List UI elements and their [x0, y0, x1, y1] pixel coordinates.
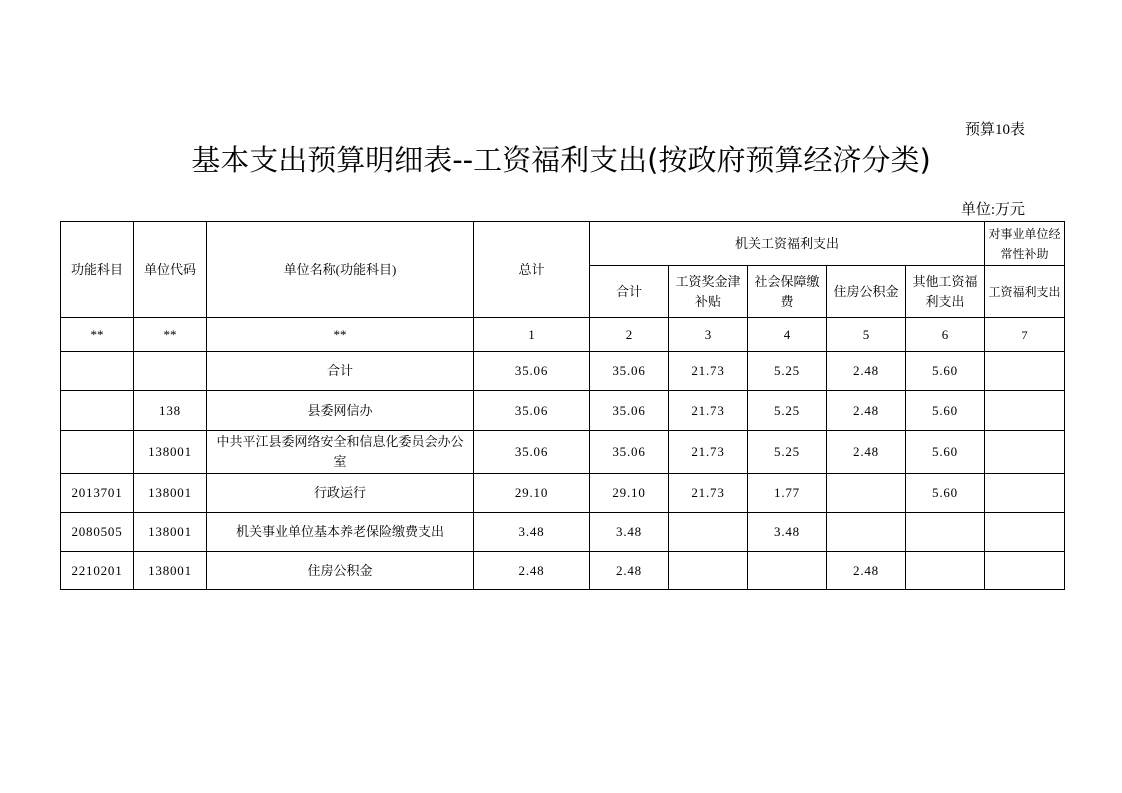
index-cell: ** [207, 318, 474, 352]
cell-other-welfare: 5.60 [906, 391, 985, 431]
cell-agency-subtotal: 2.48 [590, 552, 669, 590]
cell-unit-code [134, 352, 207, 391]
cell-other-welfare: 5.60 [906, 352, 985, 391]
cell-subsidy-wages [985, 552, 1065, 590]
col-header-wages-bonuses: 工资奖金津补贴 [669, 266, 748, 318]
cell-wages-bonuses: 21.73 [669, 431, 748, 474]
cell-unit-code: 138001 [134, 474, 207, 513]
cell-subsidy-wages [985, 352, 1065, 391]
cell-function-subject [61, 391, 134, 431]
cell-wages-bonuses: 21.73 [669, 391, 748, 431]
cell-social-security: 3.48 [748, 513, 827, 552]
form-number: 预算10表 [964, 122, 1025, 138]
col-header-agency-subtotal: 合计 [590, 266, 669, 318]
cell-social-security: 5.25 [748, 391, 827, 431]
cell-subsidy-wages [985, 474, 1065, 513]
cell-other-welfare: 5.60 [906, 431, 985, 474]
col-header-function-subject: 功能科目 [61, 222, 134, 318]
cell-unit-code: 138 [134, 391, 207, 431]
col-header-housing-fund: 住房公积金 [827, 266, 906, 318]
cell-social-security: 5.25 [748, 352, 827, 391]
index-cell: 6 [906, 318, 985, 352]
col-header-total: 总计 [474, 222, 590, 318]
cell-social-security [748, 552, 827, 590]
table-row [61, 352, 1065, 391]
cell-other-welfare: 5.60 [906, 474, 985, 513]
cell-total: 3.48 [474, 513, 590, 552]
cell-other-welfare [906, 552, 985, 590]
cell-function-subject [61, 352, 134, 391]
cell-housing-fund [827, 513, 906, 552]
cell-total: 35.06 [474, 391, 590, 431]
cell-subsidy-wages [985, 391, 1065, 431]
cell-subsidy-wages [985, 431, 1065, 474]
cell-total: 29.10 [474, 474, 590, 513]
col-group-agency-wages: 机关工资福利支出 [590, 222, 985, 266]
page-title: 基本支出预算明细表--工资福利支出(按政府预算经济分类) [191, 143, 931, 177]
cell-housing-fund: 2.48 [827, 552, 906, 590]
index-cell: 3 [669, 318, 748, 352]
cell-function-subject: 2013701 [61, 474, 134, 513]
table-row [61, 431, 1065, 474]
cell-housing-fund: 2.48 [827, 352, 906, 391]
cell-unit-name: 合计 [207, 352, 474, 391]
cell-housing-fund: 2.48 [827, 431, 906, 474]
col-header-social-security: 社会保障缴费 [748, 266, 827, 318]
index-cell: 7 [985, 318, 1065, 352]
cell-wages-bonuses [669, 552, 748, 590]
header-row-1 [61, 222, 1065, 266]
cell-housing-fund [827, 474, 906, 513]
cell-agency-subtotal: 29.10 [590, 474, 669, 513]
cell-unit-code: 138001 [134, 431, 207, 474]
table-row [61, 391, 1065, 431]
index-cell: 2 [590, 318, 669, 352]
unit-label: 单位:万元 [960, 202, 1025, 218]
col-group-institution-subsidy: 对事业单位经常性补助 [985, 222, 1065, 266]
cell-function-subject [61, 431, 134, 474]
index-cell: ** [61, 318, 134, 352]
cell-agency-subtotal: 35.06 [590, 431, 669, 474]
index-cell: 5 [827, 318, 906, 352]
cell-wages-bonuses: 21.73 [669, 474, 748, 513]
cell-unit-name: 行政运行 [207, 474, 474, 513]
budget-table [60, 221, 1065, 590]
cell-agency-subtotal: 3.48 [590, 513, 669, 552]
column-index-row [61, 318, 1065, 352]
cell-unit-code: 138001 [134, 513, 207, 552]
index-cell: 1 [474, 318, 590, 352]
cell-social-security: 1.77 [748, 474, 827, 513]
cell-unit-name: 县委网信办 [207, 391, 474, 431]
cell-total: 2.48 [474, 552, 590, 590]
col-header-unit-name: 单位名称(功能科目) [207, 222, 474, 318]
cell-agency-subtotal: 35.06 [590, 352, 669, 391]
cell-subsidy-wages [985, 513, 1065, 552]
cell-function-subject: 2080505 [61, 513, 134, 552]
col-header-other-welfare: 其他工资福利支出 [906, 266, 985, 318]
cell-unit-name: 机关事业单位基本养老保险缴费支出 [207, 513, 474, 552]
col-header-subsidy-wages: 工资福利支出 [985, 266, 1065, 318]
cell-wages-bonuses: 21.73 [669, 352, 748, 391]
cell-function-subject: 2210201 [61, 552, 134, 590]
index-cell: ** [134, 318, 207, 352]
cell-agency-subtotal: 35.06 [590, 391, 669, 431]
cell-unit-name: 中共平江县委网络安全和信息化委员会办公室 [207, 431, 474, 474]
cell-unit-name: 住房公积金 [207, 552, 474, 590]
cell-wages-bonuses [669, 513, 748, 552]
index-cell: 4 [748, 318, 827, 352]
table-row [61, 513, 1065, 552]
cell-unit-code: 138001 [134, 552, 207, 590]
col-header-unit-code: 单位代码 [134, 222, 207, 318]
cell-housing-fund: 2.48 [827, 391, 906, 431]
cell-social-security: 5.25 [748, 431, 827, 474]
table-row [61, 552, 1065, 590]
cell-total: 35.06 [474, 431, 590, 474]
cell-total: 35.06 [474, 352, 590, 391]
cell-other-welfare [906, 513, 985, 552]
table-row [61, 474, 1065, 513]
